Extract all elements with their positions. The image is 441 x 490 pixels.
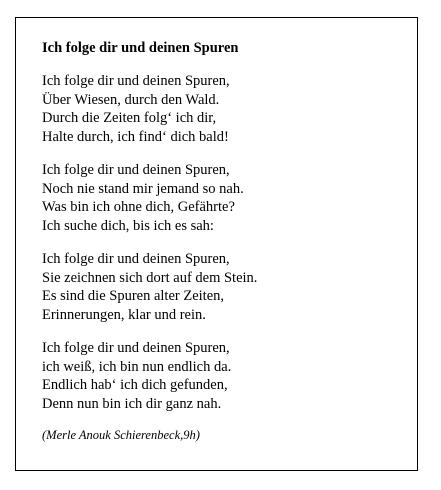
poem-line: ich weiß, ich bin nun endlich da. <box>42 358 232 375</box>
poem-line: Noch nie stand mir jemand so nah. <box>42 180 244 197</box>
poem-line: Ich folge dir und deinen Spuren, <box>42 73 230 89</box>
poem-line: Es sind die Spuren alter Zeiten, <box>42 288 225 304</box>
poem-frame <box>15 17 418 471</box>
stanza-1 <box>42 72 402 146</box>
poem-content <box>42 39 402 444</box>
poem-line: Über Wiesen, durch den Wald. <box>42 91 220 108</box>
poem-title: Ich folge dir und deinen Spuren <box>42 40 239 56</box>
poem-line: Sie zeichnen sich dort auf dem Stein. <box>42 269 258 286</box>
poem-line: Ich folge dir und deinen Spuren, <box>42 162 230 178</box>
stanza-3 <box>42 250 402 324</box>
stanza-4 <box>42 339 402 413</box>
poem-line: Ich folge dir und deinen Spuren, <box>42 340 230 356</box>
poem-line: Durch die Zeiten folg‘ ich dir, <box>42 110 217 126</box>
poem-line: Ich suche dich, bis ich es sah: <box>42 217 214 234</box>
poem-line: Ich folge dir und deinen Spuren, <box>42 251 230 267</box>
stanza-2 <box>42 161 402 235</box>
poem-line: Halte durch, ich find‘ dich bald! <box>42 128 229 145</box>
poem-author: (Merle Anouk Schierenbeck,9h) <box>42 428 200 442</box>
poem-line: Endlich hab‘ ich dich gefunden, <box>42 377 228 393</box>
poem-line: Erinnerungen, klar und rein. <box>42 306 206 323</box>
poem-line: Denn nun bin ich dir ganz nah. <box>42 395 222 412</box>
poem-line: Was bin ich ohne dich, Gefährte? <box>42 199 235 215</box>
